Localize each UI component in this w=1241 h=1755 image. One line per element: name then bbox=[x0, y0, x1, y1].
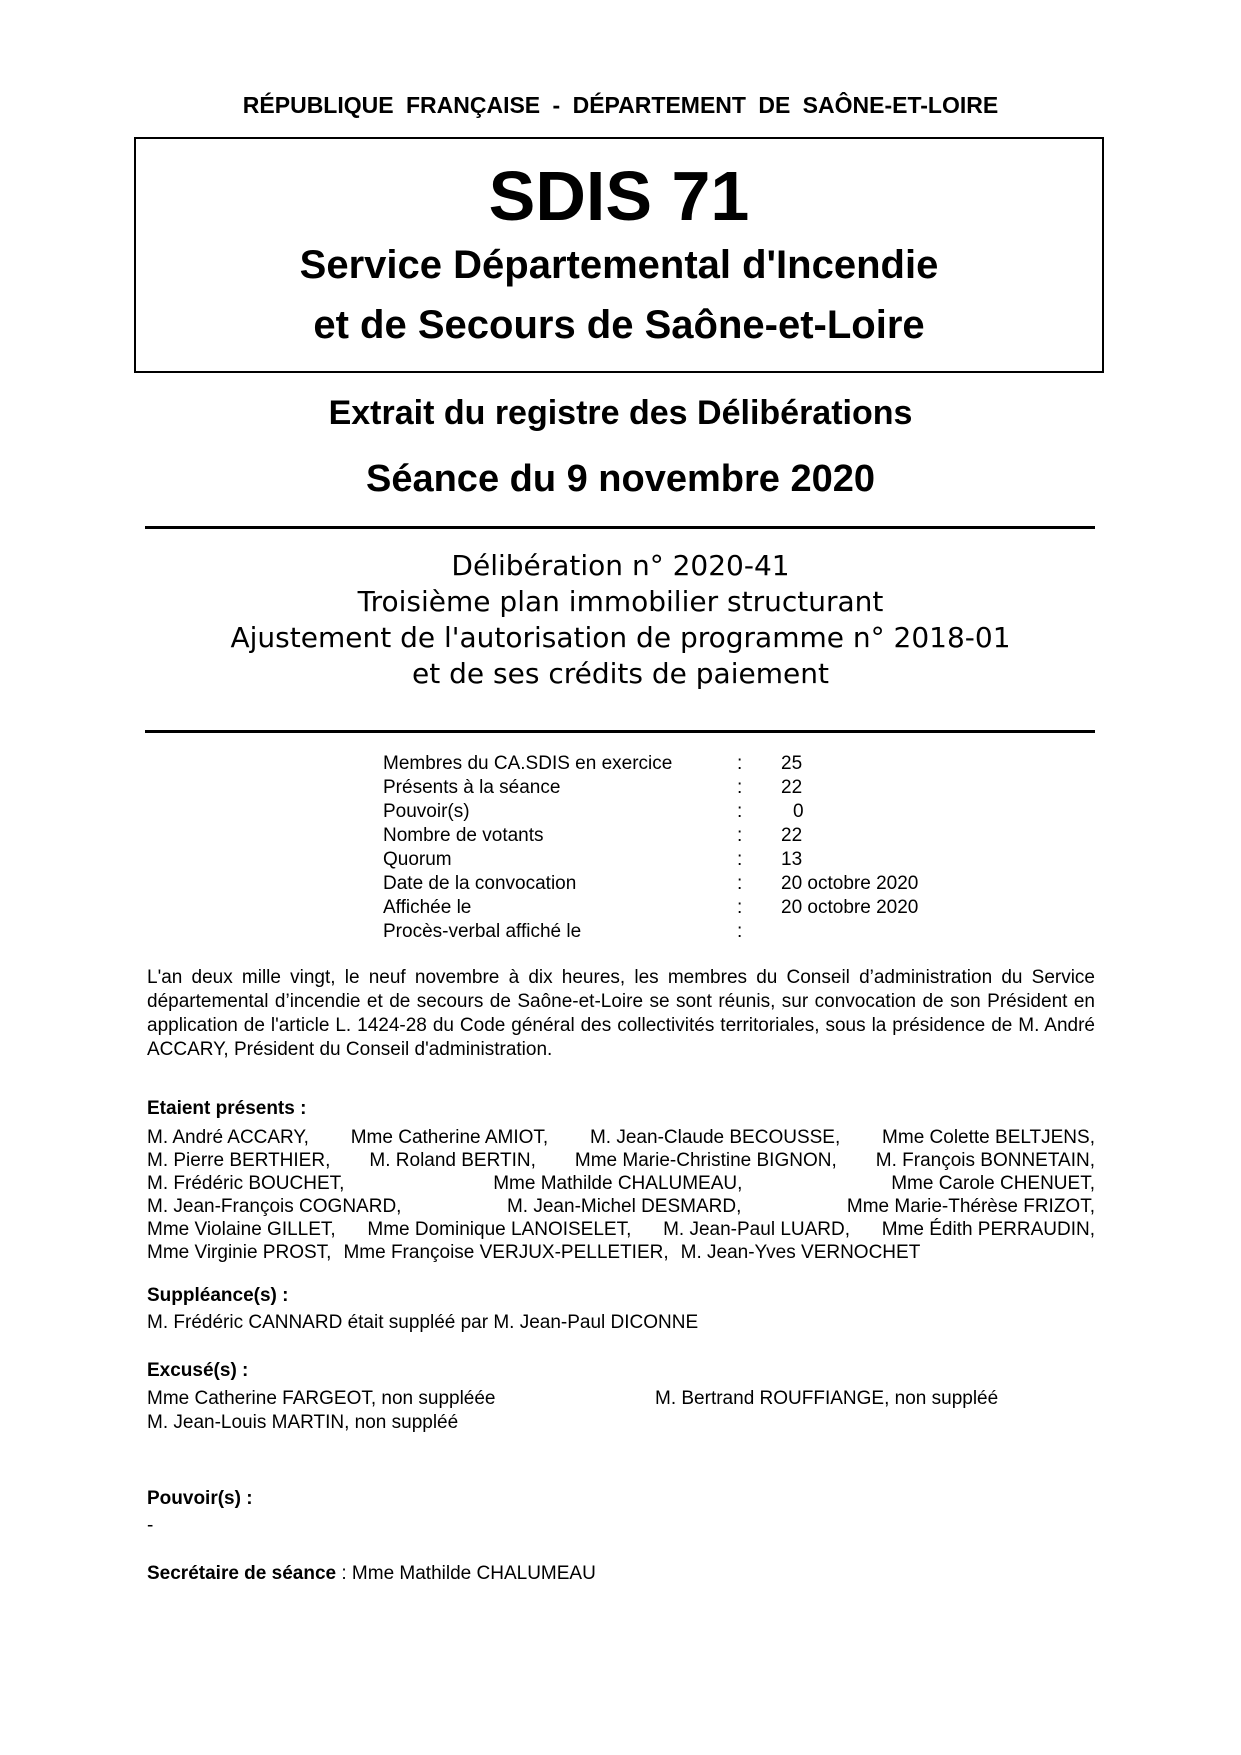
member-name: Mme Virginie PROST, bbox=[147, 1242, 332, 1263]
session-secretary bbox=[147, 1563, 596, 1585]
suppleance-text: M. Frédéric CANNARD était suppléé par M. Jean-Paul DICONNE bbox=[147, 1312, 699, 1333]
excused-member: M. Jean-Louis MARTIN, non suppléé bbox=[147, 1412, 459, 1433]
member-name: M. Jean-François COGNARD, bbox=[147, 1196, 402, 1217]
member-name: Mme Colette BELTJENS, bbox=[882, 1127, 1095, 1148]
presents-line bbox=[147, 1149, 1095, 1172]
stat-row bbox=[383, 752, 983, 776]
stat-value: 25 bbox=[781, 753, 803, 774]
stat-row bbox=[383, 776, 983, 800]
member-name: M. Roland BERTIN, bbox=[369, 1150, 536, 1171]
stat-colon: : bbox=[737, 825, 743, 846]
stat-colon: : bbox=[737, 897, 743, 918]
excused-member: M. Bertrand ROUFFIANGE, non suppléé bbox=[655, 1388, 999, 1409]
deliberation-subtitle-1: Ajustement de l'autorisation de programme n° 2018-01 bbox=[230, 621, 1011, 654]
presents-line bbox=[147, 1126, 1095, 1149]
organization-title: SDIS 71 bbox=[488, 157, 750, 235]
excuses-heading: Excusé(s) : bbox=[147, 1360, 249, 1381]
stat-label: Quorum bbox=[383, 849, 452, 870]
stat-colon: : bbox=[737, 777, 743, 798]
pouvoirs-text: - bbox=[147, 1515, 154, 1536]
presents-line bbox=[147, 1241, 1095, 1264]
suppleance-heading: Suppléance(s) : bbox=[147, 1285, 289, 1306]
stat-label: Affichée le bbox=[383, 897, 472, 918]
divider-bottom bbox=[145, 730, 1095, 733]
member-name: Mme Marie-Christine BIGNON, bbox=[574, 1150, 837, 1171]
member-name: Mme Édith PERRAUDIN, bbox=[881, 1219, 1095, 1240]
stat-value: 22 bbox=[781, 825, 803, 846]
attendance-stats bbox=[383, 752, 983, 944]
session-date-title: Séance du 9 novembre 2020 bbox=[365, 458, 876, 500]
stat-colon: : bbox=[737, 873, 743, 894]
pouvoirs-heading: Pouvoir(s) : bbox=[147, 1488, 253, 1509]
stat-colon: : bbox=[737, 921, 743, 942]
member-name: M. François BONNETAIN, bbox=[875, 1150, 1095, 1171]
presents-line bbox=[147, 1172, 1095, 1195]
deliberation-block bbox=[0, 548, 1241, 692]
stat-label: Date de la convocation bbox=[383, 873, 577, 894]
register-extract-title: Extrait du registre des Délibérations bbox=[328, 394, 913, 432]
stat-label: Nombre de votants bbox=[383, 825, 544, 846]
member-name: Mme Catherine AMIOT, bbox=[350, 1127, 549, 1148]
stat-row bbox=[383, 896, 983, 920]
member-name: Mme Violaine GILLET, bbox=[147, 1219, 336, 1240]
stat-value: 20 octobre 2020 bbox=[781, 873, 919, 894]
stat-label: Procès-verbal affiché le bbox=[383, 921, 582, 942]
member-name: Mme Marie-Thérèse FRIZOT, bbox=[846, 1196, 1095, 1217]
organization-box bbox=[134, 137, 1104, 373]
session-secretary-name: : Mme Mathilde CHALUMEAU bbox=[336, 1563, 596, 1584]
deliberation-subtitle-2: et de ses crédits de paiement bbox=[412, 657, 829, 690]
deliberation-title: Troisième plan immobilier structurant bbox=[357, 585, 884, 618]
member-name: Mme Dominique LANOISELET, bbox=[367, 1219, 632, 1240]
member-name: M. Jean-Paul LUARD, bbox=[663, 1219, 850, 1240]
stat-row bbox=[383, 800, 983, 824]
member-name: Mme Mathilde CHALUMEAU, bbox=[493, 1173, 743, 1194]
stat-value: 13 bbox=[781, 849, 803, 870]
member-name: M. Pierre BERTHIER, bbox=[147, 1150, 331, 1171]
stat-row bbox=[383, 920, 983, 944]
member-name: Mme Françoise VERJUX-PELLETIER, bbox=[343, 1242, 669, 1263]
republic-header: RÉPUBLIQUE FRANÇAISE - DÉPARTEMENT DE SAÔNE-ET-LOIRE bbox=[242, 92, 999, 118]
stat-label: Membres du CA.SDIS en exercice bbox=[383, 753, 673, 774]
presents-list bbox=[147, 1126, 1095, 1264]
intro-paragraph: L'an deux mille vingt, le neuf novembre à dix heures, les membres du Conseil d’administration du Service départemental d’incendie et de secours de Saône-et-Loire se sont réunis, sur convocation de son Président en application de l'article L. 1424-28 du Code général des collectivités territoriales, sous la présidence de M. André ACCARY, Président du Conseil d'administration. bbox=[147, 967, 1095, 1060]
stat-row bbox=[383, 848, 983, 872]
stat-row bbox=[383, 824, 983, 848]
member-name: M. André ACCARY, bbox=[147, 1127, 309, 1148]
divider-top bbox=[145, 526, 1095, 529]
stat-value: 22 bbox=[781, 777, 803, 798]
presents-line bbox=[147, 1195, 1095, 1218]
stat-value: 0 bbox=[793, 801, 804, 822]
member-name: M. Jean-Claude BECOUSSE, bbox=[589, 1127, 841, 1148]
stat-colon: : bbox=[737, 849, 743, 870]
presents-line bbox=[147, 1218, 1095, 1241]
stat-label: Pouvoir(s) bbox=[383, 801, 470, 822]
member-name: M. Jean-Michel DESMARD, bbox=[506, 1196, 742, 1217]
stat-row bbox=[383, 872, 983, 896]
member-name: M. Frédéric BOUCHET, bbox=[147, 1173, 345, 1194]
stat-label: Présents à la séance bbox=[383, 777, 561, 798]
member-name: M. Jean-Yves VERNOCHET bbox=[680, 1242, 921, 1263]
presents-heading: Etaient présents : bbox=[147, 1098, 307, 1119]
stat-colon: : bbox=[737, 753, 743, 774]
excused-member: Mme Catherine FARGEOT, non suppléée bbox=[147, 1388, 496, 1409]
stat-value: 20 octobre 2020 bbox=[781, 897, 919, 918]
stat-colon: : bbox=[737, 801, 743, 822]
deliberation-number: Délibération n° 2020-41 bbox=[451, 549, 790, 582]
organization-name-line1: Service Départemental d'Incendie bbox=[299, 243, 939, 287]
organization-name-line2: et de Secours de Saône-et-Loire bbox=[313, 303, 925, 347]
member-name: Mme Carole CHENUET, bbox=[891, 1173, 1095, 1194]
session-secretary-label: Secrétaire de séance bbox=[147, 1563, 337, 1584]
